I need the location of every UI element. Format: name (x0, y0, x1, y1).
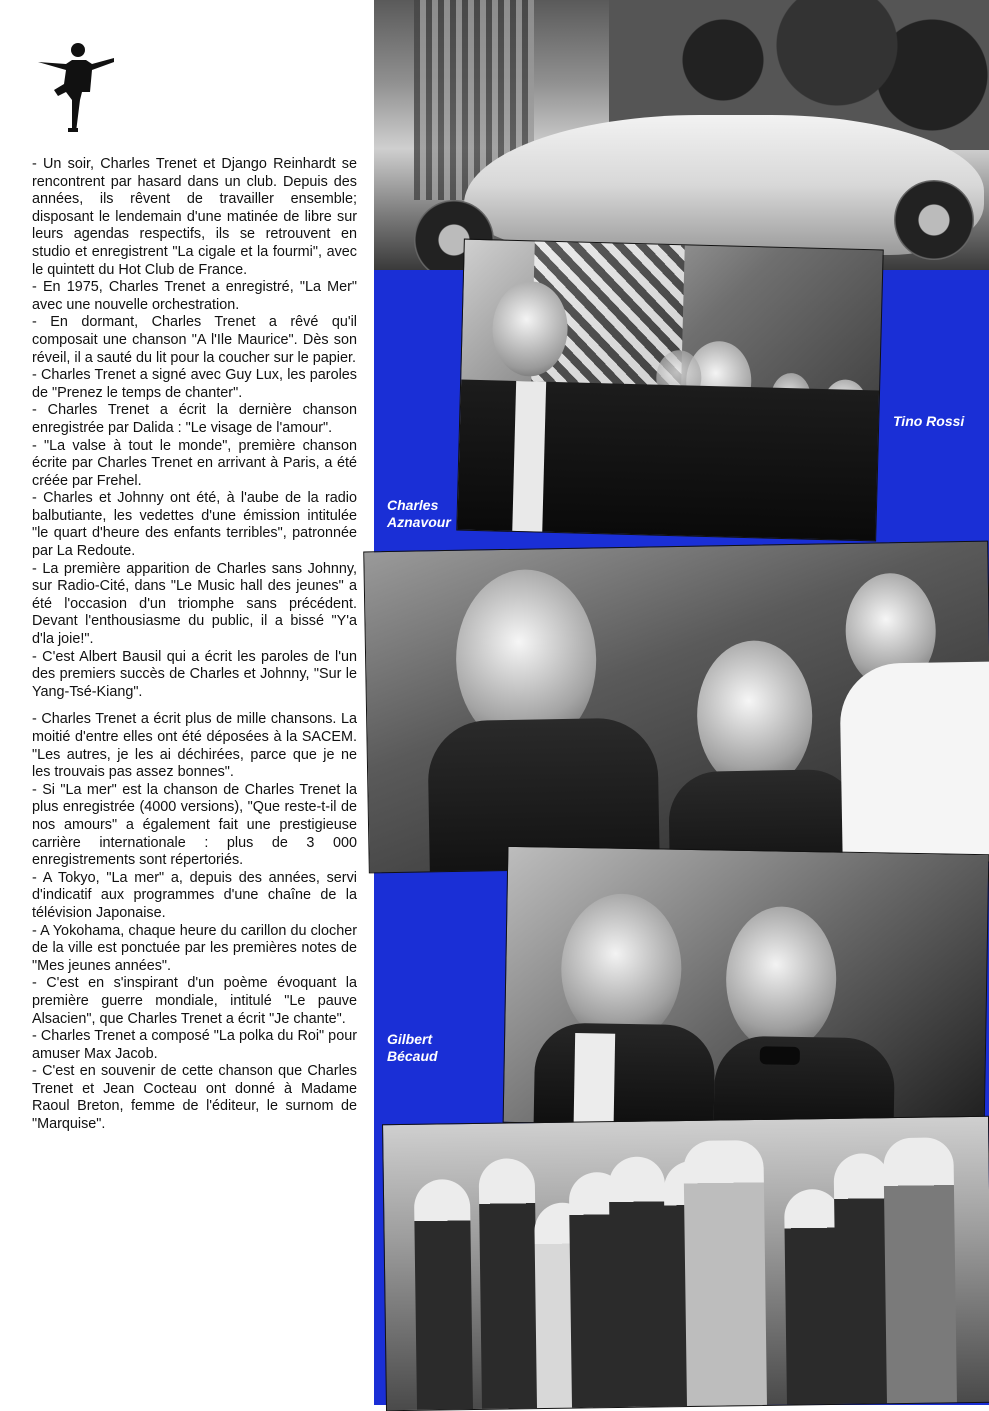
paragraph: - Charles Trenet a signé avec Guy Lux, les paroles de "Prenez le temps de chanter". (32, 367, 357, 401)
photo-group (382, 1116, 989, 1411)
photo-charles-aznavour (363, 541, 989, 874)
caption-line: Bécaud (387, 1048, 438, 1064)
photo-car-convertible (374, 0, 989, 270)
caption-gilbert-becaud (387, 1031, 438, 1065)
paragraph: - C'est en s'inspirant d'un poème évoquant la première guerre mondiale, intitulé "Le pauve Alsacien", que Charles Trenet a écrit "Je chante". (32, 975, 357, 1027)
paragraph: - Si "La mer" est la chanson de Charles Trenet la plus enregistrée (4000 versions), "Que reste-t-il de nos amours" a également fait une prestigieuse carrière internationale : plus de 3 000 enregistrements sont répertoriés. (32, 781, 357, 869)
paragraph: - En dormant, Charles Trenet a rêvé qu'il composait une chanson "A l'Ile Maurice". Dès son réveil, il a sauté du lit pour la coucher sur le papier. (32, 314, 357, 366)
dancer-silhouette-icon (36, 40, 116, 135)
article-text (32, 156, 357, 1134)
paragraph: - La première apparition de Charles sans Johnny, sur Radio-Cité, dans "Le Music hall des jeunes" a été l'occasion d'un triomphe sans précédent. Devant l'enthousiasme du public, il a bissé "Y'a d'la joie!". (32, 560, 357, 648)
caption-line: Charles (387, 497, 439, 513)
caption-line: Gilbert (387, 1031, 433, 1047)
paragraph: - Charles Trenet a écrit plus de mille chansons. La moitié d'entre elles ont été déposées à la SACEM. "Les autres, je les ai déchirées, parce que je ne les trouvais pas assez bonnes". (32, 711, 357, 781)
paragraph: - A Yokohama, chaque heure du carillon du clocher de la ville est ponctuée par les premières notes de "Mes jeunes années". (32, 922, 357, 974)
paragraph: - C'est en souvenir de cette chanson que Charles Trenet et Jean Cocteau ont donné à Madame Raoul Breton, femme de l'éditeur, le surnom de "Marquise". (32, 1063, 357, 1133)
caption-text: Tino Rossi (893, 413, 965, 429)
photo-tino-rossi (456, 239, 883, 542)
paragraph: - Charles Trenet a écrit la dernière chanson enregistrée par Dalida : "Le visage de l'amour". (32, 402, 357, 436)
paragraph: - Charles et Johnny ont été, à l'aube de la radio balbutiante, les vedettes d'une émission intitulée "le quart d'heure des enfants terribles", patronnée par La Redoute. (32, 490, 357, 560)
caption-charles-aznavour (387, 497, 451, 531)
paragraph: - Un soir, Charles Trenet et Django Reinhardt se rencontrent par hasard dans un club. Depuis des années, ils rêvent de travailler ensemble; disposant le lendemain d'une matinée de libre sur leurs agendas respectifs, ils se retrouvent en studio et enregistrent "La cigale et la fourmi", avec le quintett du Hot Club de France. (32, 156, 357, 278)
caption-line: Aznavour (387, 514, 451, 530)
paragraph: - "La valse à tout le monde", première chanson écrite par Charles Trenet en arrivant à Paris, a été créée par Frehel. (32, 437, 357, 489)
paragraph: - En 1975, Charles Trenet a enregistré, "La Mer" avec une nouvelle orchestration. (32, 279, 357, 313)
paragraph: - C'est Albert Bausil qui a écrit les paroles de l'un des premiers succès de Charles et Johnny, "Sur le Yang-Tsé-Kiang". (32, 648, 357, 700)
paragraph: - A Tokyo, "La mer" a, depuis des années, servi d'indicatif aux programmes d'une chaîne de la télévision Japonaise. (32, 869, 357, 921)
photo-gilbert-becaud (503, 846, 989, 1131)
caption-tino-rossi (893, 413, 964, 430)
paragraph: - Charles Trenet a composé "La polka du Roi" pour amuser Max Jacob. (32, 1028, 357, 1062)
